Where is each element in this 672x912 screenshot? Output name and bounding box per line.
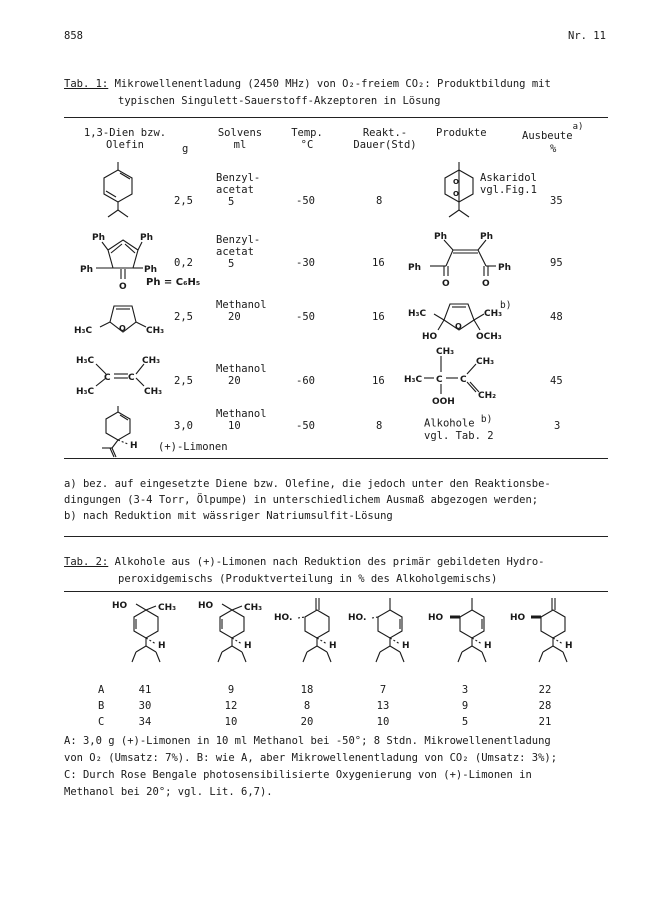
row4-yield: 45 [550, 375, 563, 387]
page-number: 858 [64, 30, 83, 42]
svg-text:HO: HO [510, 613, 526, 623]
header-diene: 1,3-Dien bzw. Olefin [83, 127, 167, 151]
row1-yield: 35 [550, 195, 563, 207]
svg-text:H: H [484, 641, 492, 651]
svg-text:CH₃: CH₃ [436, 347, 455, 357]
svg-text:CH₃: CH₃ [484, 309, 503, 319]
svg-text:HO.: HO. [274, 613, 293, 623]
structure-alcohol-1 [110, 596, 190, 676]
row5-duration: 8 [376, 420, 383, 432]
row4-g: 2,5 [174, 375, 193, 387]
tab1-footnotes: a) bez. auf eingesetzte Diene bzw. Olefine, die jedoch unter den Reaktionsbe- dingungen (3-4 Torr, Ölpumpe) in unterschiedlichem Ausmaß abgezogen werden; b) nach Reduktion mit wässriger Natriumsulfit-Lösung [64, 478, 551, 522]
row2-duration: 16 [372, 257, 385, 269]
svg-text:H: H [402, 641, 410, 651]
row3-yield: 48 [550, 311, 563, 323]
svg-text:O: O [119, 282, 127, 292]
tab2-notes: A: 3,0 g (+)-Limonen in 10 ml Methanol bei -50°; 8 Stdn. Mikrowellenentladung von O₂ (Umsatz: 7%). B: wie A, aber Mikrowellenentladung von CO₂ (Umsatz: 3%); C: Durch Rose Bengale photosensibilisierte Oxygenierung von (+)-Limonen in Methanol bei 20°; vgl. Lit. 6,7). [64, 735, 558, 798]
row2-solvent: Benzyl- acetat 5 [216, 234, 261, 270]
svg-text:HO: HO [428, 613, 444, 623]
structure-alcohol-5 [426, 596, 506, 676]
issue-number: Nr. 11 [568, 30, 606, 42]
svg-text:HO.: HO. [348, 613, 367, 623]
svg-text:Ph: Ph [140, 233, 154, 243]
structure-alcohol-2 [196, 596, 276, 676]
svg-text:Ph: Ph [434, 232, 448, 242]
structure-hydroperoxide [404, 342, 514, 406]
cell: 20 [300, 716, 314, 728]
tab1-bottom-rule [64, 458, 608, 459]
structure-dibenzoylstilbene [408, 228, 518, 290]
svg-text:C: C [436, 375, 443, 385]
tab2-caption [64, 556, 544, 568]
header-g: g [182, 143, 189, 155]
cell: 9 [461, 700, 469, 712]
tab2-caption-line1: Alkohole aus (+)-Limonen nach Reduktion des primär gebildeten Hydro- [114, 556, 545, 568]
structure-ascaridole [436, 160, 482, 220]
svg-text:H: H [244, 641, 252, 651]
cell: 3 [461, 684, 469, 696]
svg-text:O: O [482, 279, 490, 289]
tab2-top-rule [64, 591, 608, 592]
ph-note: Ph = C₆H₅ [146, 277, 201, 288]
svg-text:H: H [565, 641, 573, 651]
cell: 10 [224, 716, 238, 728]
structure-dimethylfuran [74, 294, 174, 338]
svg-text:Ph: Ph [144, 265, 158, 275]
svg-text:H₃C: H₃C [76, 356, 95, 366]
svg-text:CH₃: CH₃ [142, 356, 161, 366]
row1-temp: -50 [296, 195, 315, 207]
svg-text:Ph: Ph [480, 232, 494, 242]
svg-text:H: H [329, 641, 337, 651]
row5-temp: -50 [296, 420, 315, 432]
structure-alpha-terpinene [94, 160, 142, 220]
svg-text:H: H [130, 441, 138, 451]
tab1-caption-line2: typischen Singulett-Sauerstoff-Akzeptoren in Lösung [118, 95, 441, 107]
row3-product-sup: b) [500, 300, 512, 311]
svg-text:H₃C: H₃C [76, 387, 95, 397]
row3-temp: -50 [296, 311, 315, 323]
svg-text:HO: HO [112, 601, 128, 611]
row-label: B [98, 700, 105, 712]
row5-yield: 3 [554, 420, 561, 432]
header-yield-unit: % [550, 143, 557, 155]
svg-text:CH₃: CH₃ [144, 387, 163, 397]
svg-text:CH₃: CH₃ [158, 603, 177, 613]
separator-rule [64, 536, 608, 537]
row5-product: Alkohole $^{b)}$ vgl. Tab. 2 [424, 414, 494, 442]
header-products: Produkte [436, 127, 487, 139]
svg-text:O: O [453, 178, 459, 186]
svg-text:HO: HO [422, 332, 438, 342]
structure-tetramethylethylene [72, 352, 176, 400]
cell: 41 [138, 684, 152, 696]
structure-alcohol-4 [344, 596, 424, 676]
row-label: C [98, 716, 105, 728]
svg-text:O: O [442, 279, 450, 289]
cell: 10 [376, 716, 390, 728]
row4-temp: -60 [296, 375, 315, 387]
header-yield: Ausbeute$^{a)}$ [522, 122, 584, 142]
row1-solvent: Benzyl- acetat 5 [216, 172, 261, 208]
structure-alcohol-3 [270, 596, 350, 676]
svg-text:Ph: Ph [498, 263, 512, 273]
tab1-caption-line1: Mikrowellenentladung (2450 MHz) von O₂-freiem CO₂: Produktbildung mit [114, 78, 551, 90]
tab2-label: Tab. 2: [64, 556, 109, 568]
row3-duration: 16 [372, 311, 385, 323]
svg-text:CH₃: CH₃ [476, 357, 495, 367]
cell: 30 [138, 700, 152, 712]
row4-solvent: Methanol 20 [216, 363, 267, 387]
row2-temp: -30 [296, 257, 315, 269]
svg-text:OCH₃: OCH₃ [476, 332, 502, 342]
structure-limonene [94, 404, 154, 460]
limonene-name: (+)-Limonen [158, 441, 228, 453]
svg-text:C: C [104, 373, 111, 383]
cell: 34 [138, 716, 152, 728]
svg-text:Ph: Ph [80, 265, 94, 275]
row1-duration: 8 [376, 195, 383, 207]
header-solvent: Solvens ml [217, 127, 263, 151]
header-temp: Temp. °C [291, 127, 323, 151]
cell: 13 [376, 700, 390, 712]
row1-g: 2,5 [174, 195, 193, 207]
svg-text:O: O [455, 322, 462, 331]
svg-text:CH₂: CH₂ [478, 391, 497, 401]
svg-text:C: C [460, 375, 467, 385]
cell: 7 [379, 684, 387, 696]
cell: 28 [538, 700, 552, 712]
svg-text:H₃C: H₃C [408, 309, 427, 319]
row4-duration: 16 [372, 375, 385, 387]
cell: 12 [224, 700, 238, 712]
tab1-label: Tab. 1: [64, 78, 109, 90]
cell: 9 [227, 684, 235, 696]
svg-text:CH₃: CH₃ [244, 603, 263, 613]
cell: 8 [303, 700, 311, 712]
svg-text:H₃C: H₃C [404, 375, 423, 385]
svg-text:H₃C: H₃C [74, 326, 93, 336]
tab2-caption-line2: peroxidgemischs (Produktverteilung in % des Alkoholgemischs) [118, 573, 498, 585]
row5-solvent: Methanol 10 [216, 408, 267, 432]
row3-solvent: Methanol 20 [216, 299, 267, 323]
svg-text:Ph: Ph [408, 263, 422, 273]
tab1-top-rule [64, 117, 608, 118]
svg-text:OOH: OOH [432, 397, 455, 407]
svg-text:CH₃: CH₃ [146, 326, 165, 336]
cell: 5 [461, 716, 469, 728]
ph-label: Ph [92, 233, 106, 243]
row-label: A [98, 684, 105, 696]
svg-text:O: O [119, 324, 126, 333]
header-duration: Reakt.- Dauer(Std) [353, 127, 417, 151]
svg-text:HO: HO [198, 601, 214, 611]
row1-product: Askaridol vgl.Fig.1 [480, 172, 537, 196]
row2-yield: 95 [550, 257, 563, 269]
cell: 22 [538, 684, 552, 696]
cell: 21 [538, 716, 552, 728]
structure-alcohol-6 [508, 596, 588, 676]
row5-g: 3,0 [174, 420, 193, 432]
svg-text:O: O [453, 190, 459, 198]
svg-text:H: H [158, 641, 166, 651]
tab1-caption [64, 78, 551, 90]
row3-g: 2,5 [174, 311, 193, 323]
row2-g: 0,2 [174, 257, 193, 269]
cell: 18 [300, 684, 314, 696]
svg-text:C: C [128, 373, 135, 383]
